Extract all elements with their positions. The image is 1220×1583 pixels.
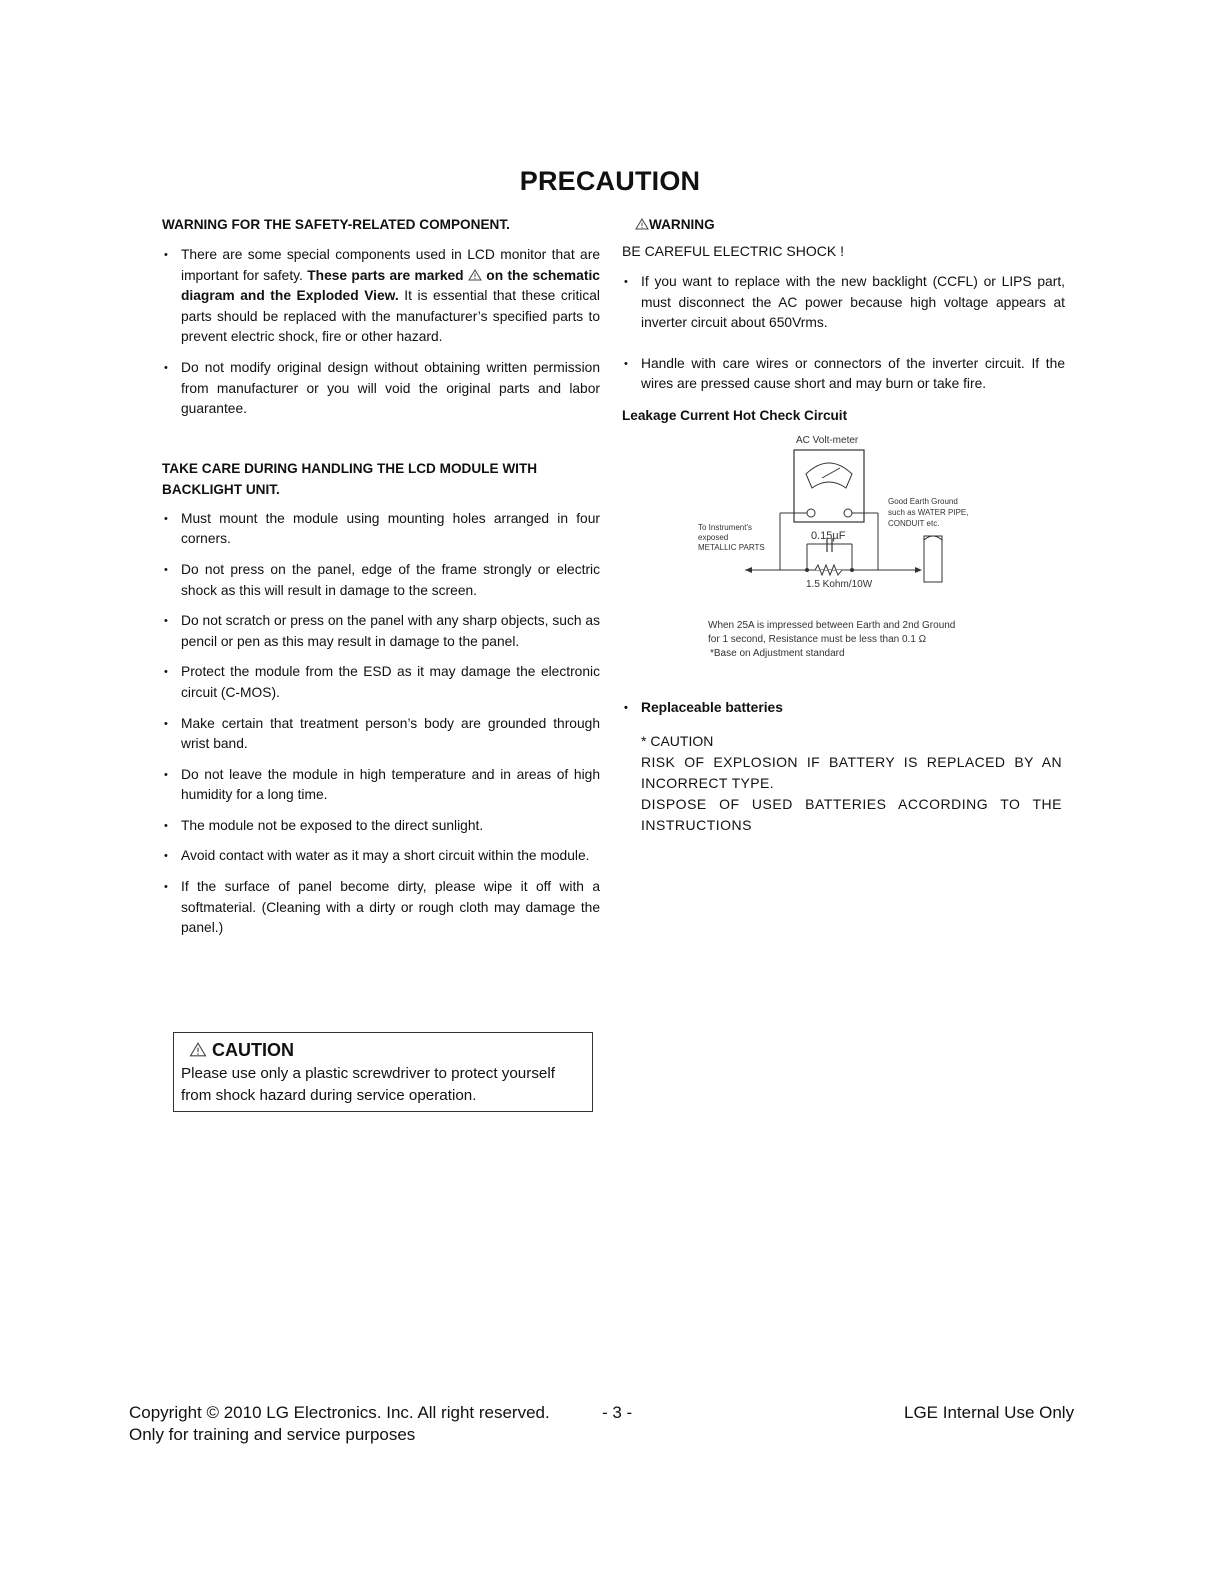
caution-box: [173, 1032, 593, 1112]
list-item: • The module not be exposed to the direct sunlight.: [162, 816, 600, 837]
circuit-note-2: for 1 second, Resistance must be less than 0.1 Ω: [708, 634, 927, 645]
arrow-left: [745, 567, 752, 573]
list-item: • Protect the module from the ESD as it may damage the electronic circuit (C-MOS).: [162, 662, 600, 703]
list-item: • If the surface of panel become dirty, please wipe it off with a softmaterial. (Cleaning with a dirty or rough cloth may damage the panel.): [162, 877, 600, 939]
ground-label-2: such as WATER PIPE,: [888, 508, 969, 517]
warning-heading-text: WARNING: [649, 217, 715, 232]
batteries-list: [622, 698, 1062, 719]
safety-item-text-b: It is essential that these critical parts should be replaced with the manufacturer’s specified parts to prevent electric shock, fire or other hazard.: [181, 288, 600, 345]
warning-heading: [627, 214, 1065, 235]
meter-terminal: [844, 509, 852, 517]
list-item: • Must mount the module using mounting holes arranged in four corners.: [162, 509, 600, 550]
capacitor-label: 0.15µF: [811, 530, 846, 542]
handling-list: [162, 509, 600, 939]
right-column: [622, 214, 1065, 426]
resistor-label: 1.5 Kohm/10W: [806, 579, 873, 590]
instrument-label-2: exposed: [698, 533, 729, 542]
safety-item-text-a: There are some special components used in LCD monitor that are important for safety.: [181, 247, 600, 283]
list-item: [162, 245, 600, 348]
arrow-right: [915, 567, 922, 573]
caution-line: DISPOSE OF USED BATTERIES ACCORDING TO THE INSTRUCTIONS: [641, 795, 1062, 833]
footer-left: [129, 1402, 550, 1446]
footer-internal: LGE Internal Use Only: [904, 1403, 1075, 1422]
warning-triangle-icon: [468, 269, 482, 281]
caution-line: RISK OF EXPLOSION IF BATTERY IS REPLACED BY AN INCORRECT TYPE.: [641, 753, 1062, 791]
list-item: • Handle with care wires or connectors of the inverter circuit. If the wires are pressed cause short and may burn or take fire.: [622, 354, 1065, 395]
warning-triangle-icon: [189, 1042, 207, 1057]
left-column: [162, 214, 600, 949]
instrument-label-3: METALLIC PARTS: [698, 543, 765, 552]
page-number: - 3 -: [602, 1403, 633, 1422]
circuit-note-1: When 25A is impressed between Earth and 2nd Ground: [708, 620, 956, 631]
junction-dot: [850, 568, 854, 572]
caution-heading-text: CAUTION: [212, 1040, 295, 1060]
list-item: • Do not leave the module in high temperature and in areas of high humidity for a long time.: [162, 765, 600, 806]
ground-label-3: CONDUIT etc.: [888, 519, 940, 528]
list-item: • Do not modify original design without obtaining written permission from manufacturer or you will void the original parts and labor guarantee.: [162, 358, 600, 420]
list-item: • Make certain that treatment person’s body are grounded through wrist band.: [162, 714, 600, 755]
junction-dot: [805, 568, 809, 572]
resistor: [815, 565, 842, 575]
warning-triangle-icon: [635, 218, 649, 230]
safety-list: [162, 245, 600, 420]
meter-terminal: [807, 509, 815, 517]
circuit-note-3: *Base on Adjustment standard: [710, 648, 845, 659]
footer-training: Only for training and service purposes: [129, 1425, 416, 1444]
list-item: • If you want to replace with the new backlight (CCFL) or LIPS part, must disconnect the AC power because high voltage appears at inverter circuit about 650Vrms.: [622, 272, 1065, 334]
warning-list: [622, 272, 1065, 395]
battery-caution: [641, 731, 1062, 836]
voltmeter-box: [794, 450, 864, 522]
meter-needle: [822, 468, 840, 478]
safety-item-bold-2: on the schematic diagram and the Exploded View.: [181, 267, 600, 304]
list-item: • Do not press on the panel, edge of the frame strongly or electric shock as this will result in damage to the screen.: [162, 560, 600, 601]
list-item: • Replaceable batteries: [622, 698, 1062, 719]
ground-label-1: Good Earth Ground: [888, 497, 958, 506]
batteries-section: [622, 698, 1062, 836]
instrument-label-1: To Instrument's: [698, 523, 752, 532]
footer-copyright: Copyright © 2010 LG Electronics. Inc. All right reserved.: [129, 1403, 550, 1422]
caution-body: Please use only a plastic screwdriver to protect yourself from shock hazard during service operation.: [181, 1065, 555, 1104]
handling-heading-line: BACKLIGHT UNIT.: [162, 481, 280, 497]
shock-line: BE CAREFUL ELECTRIC SHOCK !: [622, 243, 844, 259]
list-item: • Do not scratch or press on the panel with any sharp objects, such as pencil or pen as this may result in damage to the panel.: [162, 611, 600, 652]
safety-item-bold: These parts are marked: [307, 267, 464, 283]
leakage-heading: Leakage Current Hot Check Circuit: [622, 407, 848, 423]
handling-heading: [162, 458, 600, 500]
meter-dial: [806, 463, 852, 488]
handling-heading-line: TAKE CARE DURING HANDLING THE LCD MODULE WITH: [162, 460, 538, 476]
ground-pipe: [924, 536, 942, 582]
caution-star: * CAUTION: [641, 732, 714, 749]
list-item: • Avoid contact with water as it may a short circuit within the module.: [162, 846, 600, 867]
leakage-circuit-diagram: [690, 432, 1010, 670]
ground-pipe-top: [924, 536, 942, 540]
page-title: PRECAUTION: [519, 166, 701, 196]
meter-label: AC Volt-meter: [796, 435, 859, 446]
caution-heading: [181, 1039, 586, 1061]
safety-heading: WARNING FOR THE SAFETY-RELATED COMPONENT.: [162, 217, 510, 232]
